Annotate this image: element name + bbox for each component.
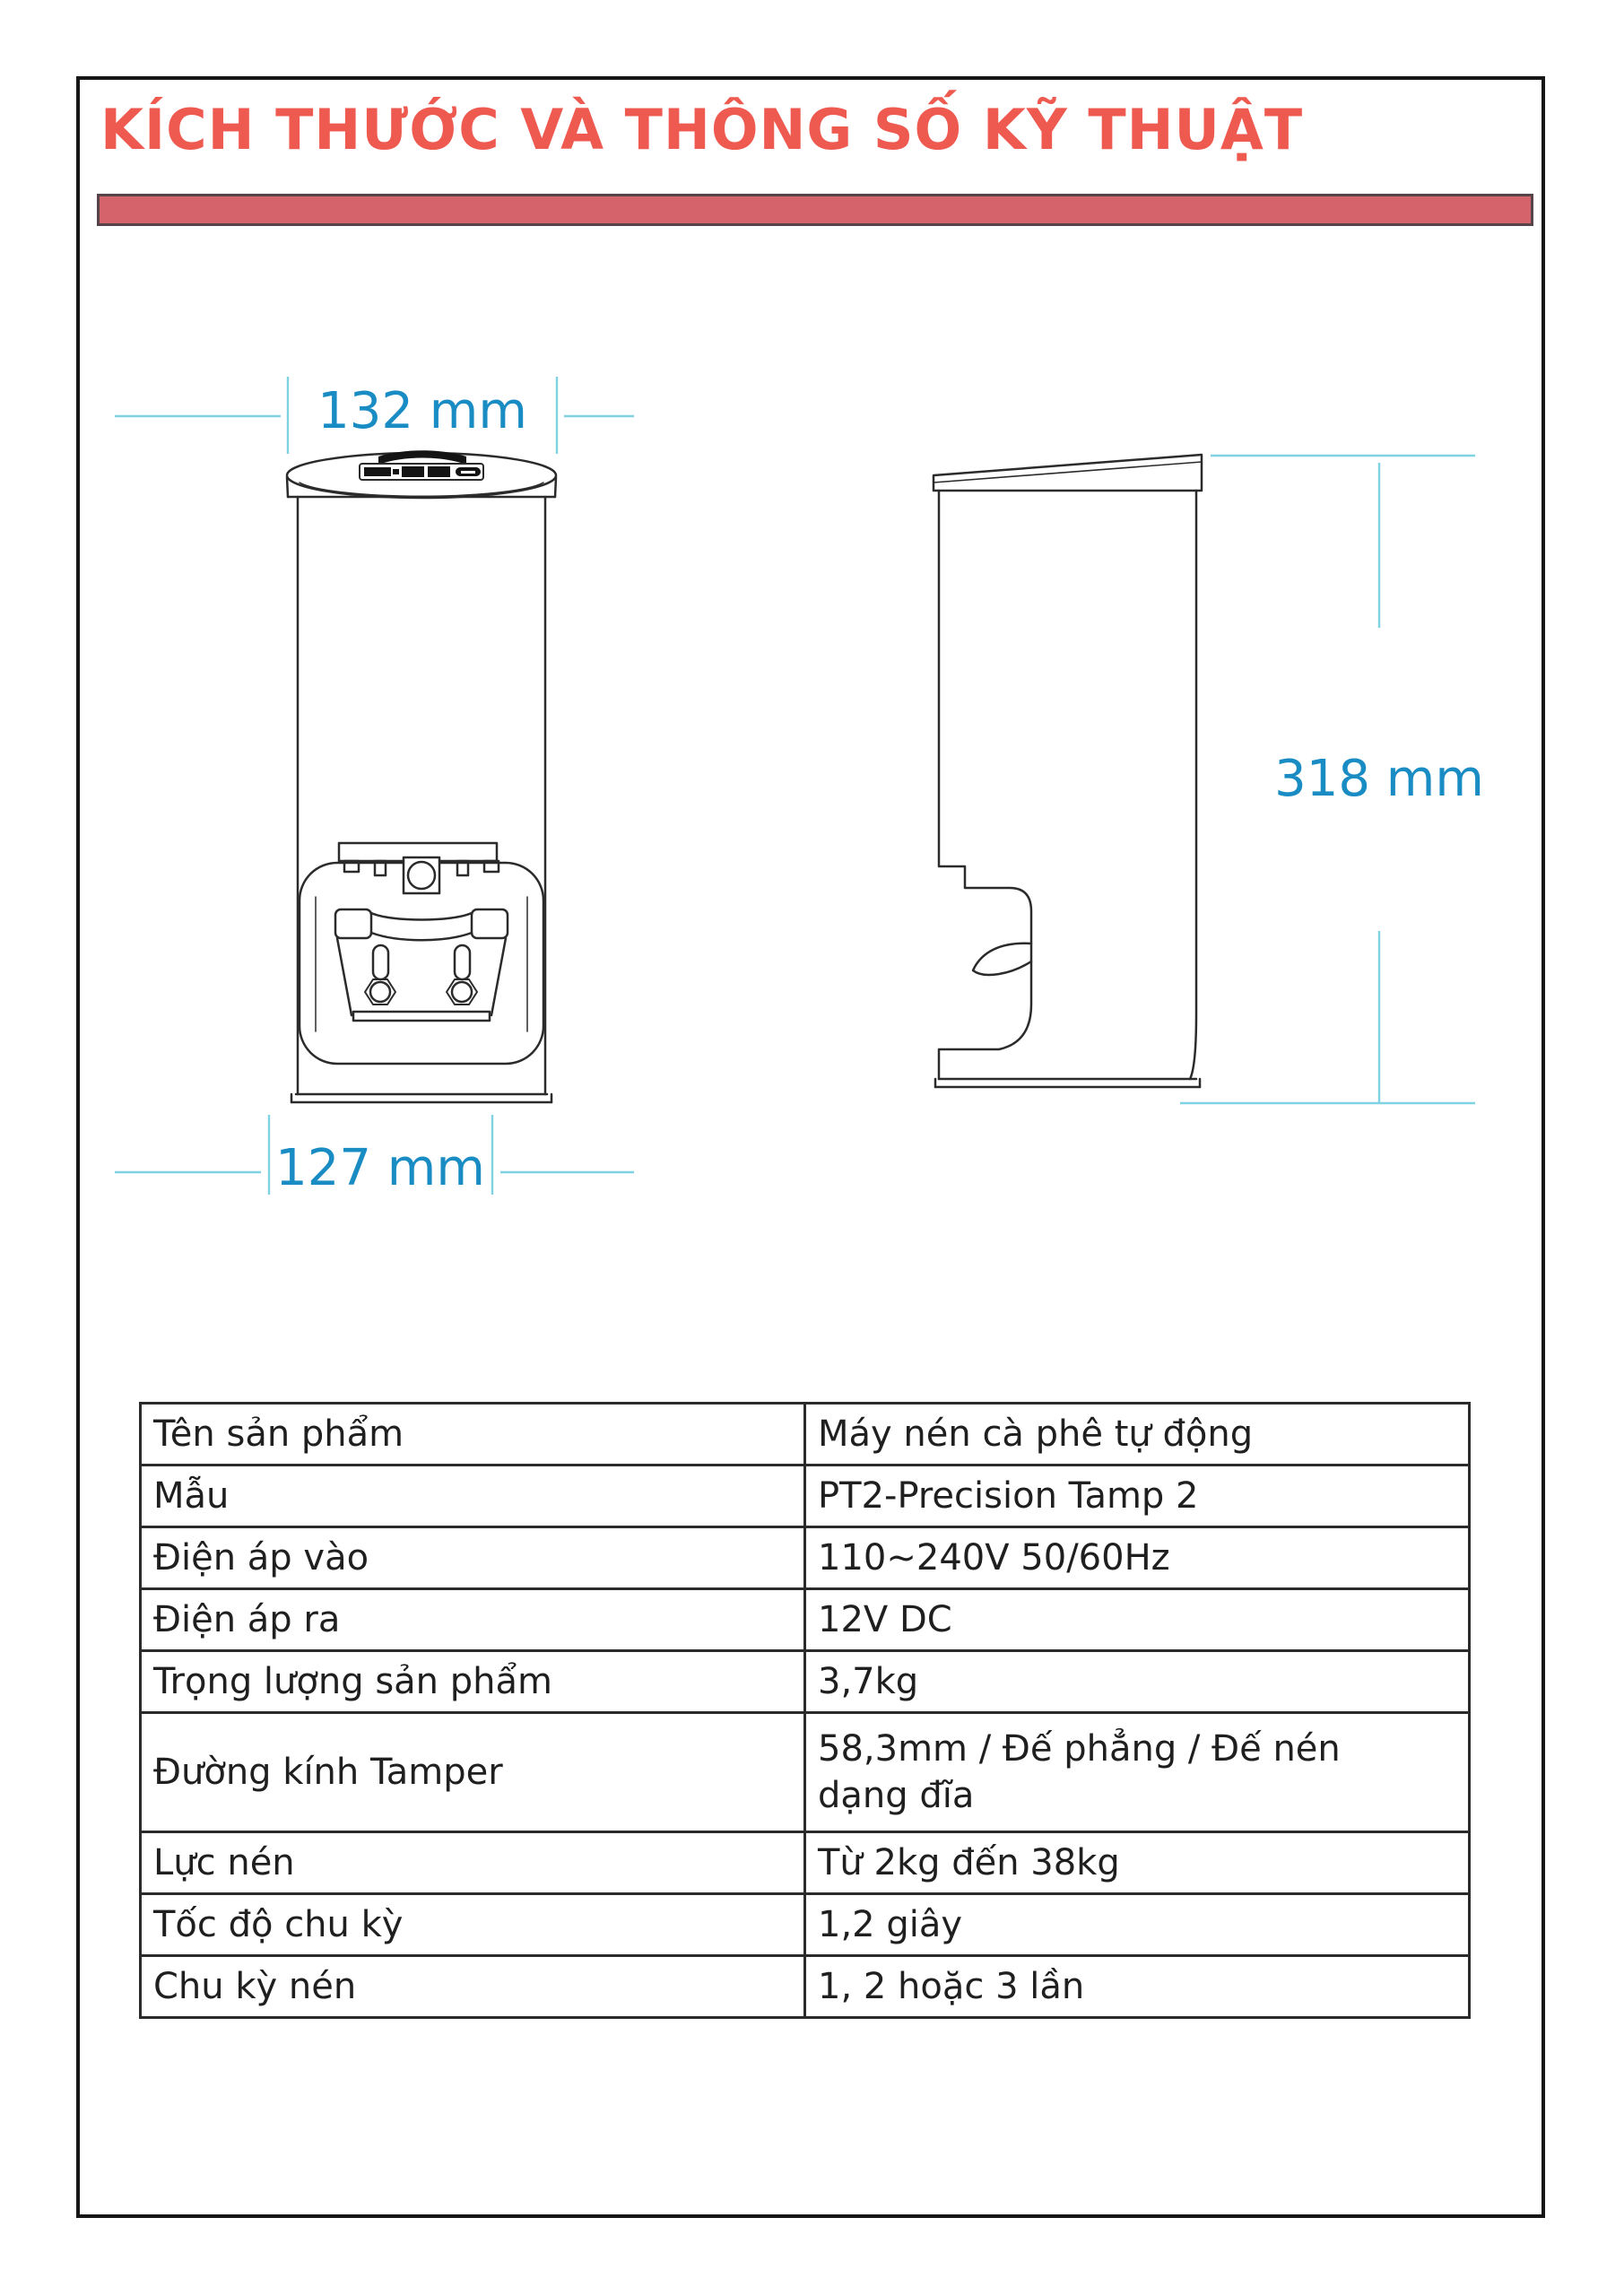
spec-value: 110~240V 50/60Hz: [805, 1527, 1470, 1589]
dimension-label-height: 318 mm: [1274, 750, 1484, 808]
dimension-label-top-width: 132 mm: [317, 382, 527, 440]
spec-value: [805, 1713, 1470, 1832]
spec-row: [141, 1465, 1470, 1527]
spec-label: Điện áp ra: [141, 1589, 805, 1651]
spec-label: Chu kỳ nén: [141, 1956, 805, 2018]
spec-label: Mẫu: [141, 1465, 805, 1527]
spec-label: Điện áp vào: [141, 1527, 805, 1589]
spec-value: 1, 2 hoặc 3 lần: [805, 1956, 1470, 2018]
spec-row: [141, 1527, 1470, 1589]
spec-row: [141, 1713, 1470, 1832]
dimension-label-bottom-width: 127 mm: [275, 1139, 485, 1197]
spec-row: [141, 1956, 1470, 2018]
spec-value: 12V DC: [805, 1589, 1470, 1651]
front-view-drawing: [287, 450, 556, 1102]
spec-label: Lực nén: [141, 1832, 805, 1894]
spec-row: [141, 1832, 1470, 1894]
spec-value: Từ 2kg đến 38kg: [805, 1832, 1470, 1894]
side-view-drawing: [934, 455, 1202, 1087]
spec-value: 3,7kg: [805, 1651, 1470, 1713]
spec-row: [141, 1589, 1470, 1651]
spec-value: Máy nén cà phê tự động: [805, 1404, 1470, 1465]
spec-label: Tên sản phẩm: [141, 1404, 805, 1465]
spec-label: Đường kính Tamper: [141, 1713, 805, 1832]
spec-row: [141, 1404, 1470, 1465]
spec-value-text: 58,3mm / Đế phẳng / Đế nén dạng đĩa: [818, 1728, 1341, 1816]
spec-value: 1,2 giây: [805, 1894, 1470, 1956]
page-title: KÍCH THƯỚC VÀ THÔNG SỐ KỸ THUẬT: [100, 97, 1304, 162]
spec-table: [139, 1402, 1471, 2019]
spec-row: [141, 1651, 1470, 1713]
spec-value: PT2-Precision Tamp 2: [805, 1465, 1470, 1527]
spec-row: [141, 1894, 1470, 1956]
spec-label: Tốc độ chu kỳ: [141, 1894, 805, 1956]
spec-label: Trọng lượng sản phẩm: [141, 1651, 805, 1713]
